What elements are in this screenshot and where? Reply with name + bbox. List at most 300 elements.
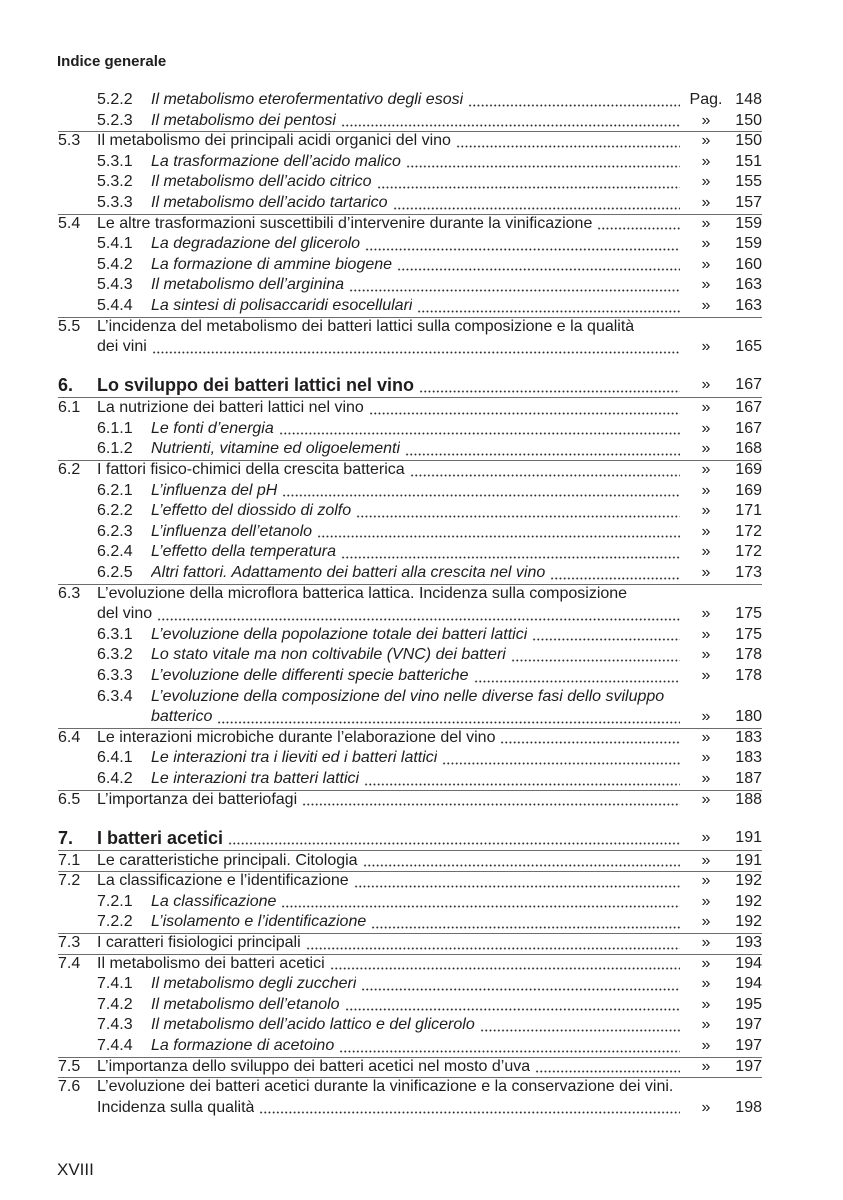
- dot-leader: [363, 851, 680, 872]
- page-number: 197: [735, 1057, 762, 1075]
- toc-entry-7-2: [58, 871, 762, 892]
- dot-leader: [405, 439, 680, 460]
- entry-title: L’evoluzione della popolazione totale dei batteri lattici: [151, 625, 528, 643]
- entry-title: L’evoluzione della microflora batterica lattica. Incidenza sulla composizione: [97, 584, 628, 602]
- entry-line: [58, 398, 762, 419]
- entry-title: L’influenza dell’etanolo: [151, 522, 313, 540]
- entry-title: Il metabolismo dei batteri acetici: [97, 954, 325, 972]
- page-marker: »: [701, 399, 711, 417]
- entry-number: 6.3.4: [97, 687, 133, 705]
- entry-title: L’evoluzione dei batteri acetici durante la vinificazione e la conservazione dei vini.: [97, 1078, 674, 1096]
- entry-line: [58, 728, 762, 749]
- toc-entry-5-4-2: [58, 255, 762, 276]
- entry-title: Il metabolismo dell’arginina: [151, 276, 344, 294]
- entry-number: 7.1: [58, 851, 81, 869]
- entry-number: 6.: [58, 375, 74, 396]
- page-marker: »: [701, 728, 711, 746]
- dot-leader: [228, 825, 680, 851]
- entry-line: [58, 131, 762, 152]
- page-number: 198: [735, 1098, 762, 1116]
- entry-title: Lo stato vitale ma non coltivabile (VNC) dei batteri: [151, 646, 506, 664]
- page-number: 150: [735, 111, 762, 129]
- entry-number: 5.4.3: [97, 276, 133, 294]
- entry-line: [58, 234, 762, 255]
- entry-number: 6.4: [58, 728, 81, 746]
- dot-leader: [341, 111, 680, 132]
- toc-entry-6-2-4: [58, 542, 762, 563]
- dot-leader: [511, 645, 680, 666]
- dot-leader: [456, 131, 680, 152]
- entry-line: [58, 1098, 762, 1119]
- entry-number: 7.4.1: [97, 975, 133, 993]
- entry-number: 5.4.1: [97, 235, 133, 253]
- page-number: 167: [735, 376, 762, 394]
- toc-entry-6-4: [58, 728, 762, 749]
- entry-title: dei vini: [97, 338, 147, 356]
- toc-entry-6-4-2: [58, 769, 762, 790]
- running-head: Indice generale: [57, 53, 167, 70]
- toc-entry-6-3-1: [58, 625, 762, 646]
- dot-leader: [597, 214, 680, 235]
- dot-leader: [500, 728, 680, 749]
- dot-leader: [364, 769, 680, 790]
- entry-title: La sintesi di polisaccaridi esocellulari: [151, 296, 413, 314]
- page-marker: »: [701, 563, 711, 581]
- entry-line: [58, 825, 762, 851]
- page-number: 163: [735, 296, 762, 314]
- toc-entry-5-2-3: [58, 111, 762, 132]
- toc-entry-6-2-2: [58, 501, 762, 522]
- page-number: 183: [735, 749, 762, 767]
- toc-entry-7-4-4: [58, 1036, 762, 1057]
- entry-line: [58, 851, 762, 872]
- entry-title: La formazione di ammine biogene: [151, 255, 393, 273]
- dot-leader: [406, 152, 680, 173]
- toc-entry-6-1: [58, 398, 762, 419]
- entry-line: [58, 90, 762, 111]
- entry-number: 5.3.1: [97, 152, 133, 170]
- entry-number: 5.3.2: [97, 173, 133, 191]
- page-number: 168: [735, 440, 762, 458]
- page-marker: »: [701, 1057, 711, 1075]
- entry-title: L’evoluzione della composizione del vino nelle diverse fasi dello sviluppo: [151, 687, 665, 705]
- entry-line: [58, 748, 762, 769]
- dot-leader: [397, 255, 680, 276]
- entry-number: 6.2.4: [97, 543, 133, 561]
- entry-number: 7.4.2: [97, 995, 133, 1013]
- entry-line: [58, 542, 762, 563]
- toc-entry-7-2-1: [58, 892, 762, 913]
- entry-title: Il metabolismo dell’etanolo: [151, 995, 340, 1013]
- toc-entry-7-4-2: [58, 995, 762, 1016]
- page-marker: »: [701, 995, 711, 1013]
- dot-leader: [354, 871, 680, 892]
- page-marker: »: [701, 892, 711, 910]
- dot-leader: [157, 604, 680, 625]
- page-number: 171: [735, 502, 762, 520]
- page-number: 183: [735, 728, 762, 746]
- page-number: 167: [735, 399, 762, 417]
- dot-leader: [356, 501, 680, 522]
- toc-entry-6-1-1: [58, 419, 762, 440]
- entry-title: Il metabolismo dei pentosi: [151, 111, 336, 129]
- page-number: 195: [735, 995, 762, 1013]
- entry-number: 5.3.3: [97, 193, 133, 211]
- page-marker: »: [701, 481, 711, 499]
- entry-line: [58, 172, 762, 193]
- entry-number: 6.2.5: [97, 563, 133, 581]
- entry-title: Le interazioni tra batteri lattici: [151, 769, 360, 787]
- page-marker: »: [701, 214, 711, 232]
- page-number: 191: [735, 828, 762, 846]
- page-number: 180: [735, 708, 762, 726]
- entry-number: 6.3.2: [97, 646, 133, 664]
- page-number: 160: [735, 255, 762, 273]
- entry-line: [58, 892, 762, 913]
- entry-line: [58, 995, 762, 1016]
- page-number: 188: [735, 790, 762, 808]
- page-marker: »: [701, 1036, 711, 1054]
- toc-entry-6-2-5: [58, 563, 762, 584]
- entry-line: [58, 152, 762, 173]
- page-marker: »: [701, 1098, 711, 1116]
- entry-number: 6.2.1: [97, 481, 133, 499]
- page-number: 191: [735, 851, 762, 869]
- page-marker: »: [701, 625, 711, 643]
- entry-line: [58, 419, 762, 440]
- page-marker: »: [701, 975, 711, 993]
- entry-line: [58, 111, 762, 132]
- dot-leader: [468, 90, 680, 111]
- entry-number: 6.4.1: [97, 749, 133, 767]
- page-number: 148: [735, 91, 762, 108]
- entry-line: [58, 337, 762, 358]
- entry-line: [58, 871, 762, 892]
- page-number: 197: [735, 1016, 762, 1034]
- entry-line: [58, 214, 762, 235]
- page-number: 175: [735, 605, 762, 623]
- entry-line: [58, 317, 762, 338]
- entry-number: 5.4: [58, 214, 81, 232]
- entry-line: [58, 193, 762, 214]
- entry-number: 7.2.1: [97, 892, 133, 910]
- dot-leader: [369, 398, 680, 419]
- dot-leader: [345, 995, 680, 1016]
- entry-title: Il metabolismo dell’acido lattico e del glicerolo: [151, 1016, 475, 1034]
- entry-number: 6.2.2: [97, 502, 133, 520]
- entry-title: L’effetto della temperatura: [151, 543, 337, 561]
- toc-entry-6-3-2: [58, 645, 762, 666]
- entry-number: 7.5: [58, 1057, 81, 1075]
- entry-line: [58, 563, 762, 584]
- entry-line: [58, 769, 762, 790]
- page-number: 187: [735, 769, 762, 787]
- toc-chapter-6: [58, 372, 762, 398]
- entry-title: La formazione di acetoino: [151, 1036, 335, 1054]
- toc-entry-6-4-1: [58, 748, 762, 769]
- toc-entry-6-3-3: [58, 666, 762, 687]
- entry-title: L’importanza dello sviluppo dei batteri acetici nel mosto d’uva: [97, 1057, 531, 1075]
- entry-number: 5.5: [58, 317, 81, 335]
- page-marker: »: [701, 173, 711, 191]
- entry-title: Lo sviluppo dei batteri lattici nel vino: [97, 375, 415, 396]
- page-marker: »: [701, 851, 711, 869]
- entry-line: [58, 1015, 762, 1036]
- page-number: 169: [735, 461, 762, 478]
- toc-entry-6-2-1: [58, 481, 762, 502]
- entry-number: 5.2.2: [97, 91, 133, 108]
- page-number: 192: [735, 913, 762, 931]
- entry-line: [58, 1077, 762, 1098]
- toc-entry-5-4-4: [58, 296, 762, 317]
- page-number: 169: [735, 481, 762, 499]
- page-number: 155: [735, 173, 762, 191]
- entry-line: [58, 584, 762, 605]
- entry-number: 6.4.2: [97, 769, 133, 787]
- entry-line: [58, 372, 762, 398]
- page-number: 193: [735, 933, 762, 951]
- dot-leader: [417, 296, 680, 317]
- dot-leader: [341, 542, 680, 563]
- entry-line: [58, 604, 762, 625]
- entry-number: 6.3.3: [97, 666, 133, 684]
- entry-title: Le caratteristiche principali. Citologia: [97, 851, 358, 869]
- dot-leader: [550, 563, 680, 584]
- page-marker: »: [701, 913, 711, 931]
- entry-title: L’importanza dei batteriofagi: [97, 790, 298, 808]
- page-marker: »: [701, 666, 711, 684]
- dot-leader: [474, 666, 680, 687]
- toc-entry-5-4-3: [58, 275, 762, 296]
- page-marker: »: [701, 605, 711, 623]
- entry-title: La nutrizione dei batteri lattici nel vino: [97, 399, 364, 417]
- dot-leader: [317, 522, 680, 543]
- entry-line: [58, 1057, 762, 1078]
- page-number-folio: XVIII: [57, 1160, 94, 1179]
- entry-line: [58, 912, 762, 933]
- toc-entry-7-1: [58, 851, 762, 872]
- page-marker: »: [701, 235, 711, 253]
- entry-line: [58, 439, 762, 460]
- entry-line: [58, 707, 762, 728]
- entry-title: Le interazioni microbiche durante l’elaborazione del vino: [97, 728, 496, 746]
- dot-leader: [410, 460, 680, 481]
- dot-leader: [535, 1057, 680, 1078]
- entry-title: Altri fattori. Adattamento dei batteri alla crescita nel vino: [151, 563, 546, 581]
- page-marker: »: [701, 440, 711, 458]
- page-number: 157: [735, 193, 762, 211]
- entry-line: [58, 933, 762, 954]
- page-marker: »: [701, 828, 711, 846]
- entry-title: Il metabolismo eterofermentativo degli esosi: [151, 91, 464, 108]
- entry-title: batterico: [151, 708, 213, 726]
- page-number: 178: [735, 646, 762, 664]
- entry-line: [58, 522, 762, 543]
- entry-number: 6.1.2: [97, 440, 133, 458]
- toc-entry-6-1-2: [58, 439, 762, 460]
- toc-chapter-7: [58, 825, 762, 851]
- dot-leader: [152, 337, 680, 358]
- toc-entry-5-3-2: [58, 172, 762, 193]
- dot-leader: [377, 172, 680, 193]
- entry-line: [58, 645, 762, 666]
- entry-number: 5.4.2: [97, 255, 133, 273]
- toc-entry-6-2: [58, 460, 762, 481]
- entry-title: I fattori fisico-chimici della crescita batterica: [97, 461, 405, 478]
- entry-title: I batteri acetici: [97, 827, 224, 848]
- page-marker: »: [701, 111, 711, 129]
- page-number: 159: [735, 235, 762, 253]
- toc-entry-6-3-4: [58, 687, 762, 728]
- page-number: 151: [735, 152, 762, 170]
- dot-leader: [306, 933, 680, 954]
- page-number: 178: [735, 666, 762, 684]
- entry-title: L’incidenza del metabolismo dei batteri lattici sulla composizione e la qualità: [97, 317, 635, 335]
- entry-number: 7.4.3: [97, 1016, 133, 1034]
- entry-title: L’effetto del diossido di zolfo: [151, 502, 352, 520]
- page-marker: »: [701, 749, 711, 767]
- toc-entry-6-3: [58, 584, 762, 625]
- entry-title: La classificazione e l’identificazione: [97, 872, 349, 890]
- toc-entry-5-3: [58, 131, 762, 152]
- entry-number: 5.2.3: [97, 111, 133, 129]
- toc-entry-5-4-1: [58, 234, 762, 255]
- page-number: 165: [735, 338, 762, 356]
- entry-line: [58, 255, 762, 276]
- page-marker: »: [701, 708, 711, 726]
- entry-title: Incidenza sulla qualità: [97, 1098, 255, 1116]
- toc-entry-5-4: [58, 214, 762, 235]
- toc-entry-7-3: [58, 933, 762, 954]
- entry-number: 7.4.4: [97, 1036, 133, 1054]
- entry-title: del vino: [97, 605, 153, 623]
- page-marker: »: [701, 193, 711, 211]
- dot-leader: [330, 954, 680, 975]
- toc-entry-5-2-2: [58, 90, 762, 111]
- page-number: 173: [735, 563, 762, 581]
- page-number: 163: [735, 276, 762, 294]
- page-marker: »: [701, 152, 711, 170]
- entry-title: La trasformazione dell’acido malico: [151, 152, 401, 170]
- entry-number: 5.3: [58, 132, 81, 150]
- page-marker: »: [701, 543, 711, 561]
- dot-leader: [217, 707, 680, 728]
- entry-number: 7.2.2: [97, 913, 133, 931]
- page-number: 197: [735, 1036, 762, 1054]
- page-marker: »: [701, 790, 711, 808]
- entry-title: Le fonti d’energia: [151, 419, 274, 437]
- entry-title: L’isolamento e l’identificazione: [151, 913, 367, 931]
- dot-leader: [281, 892, 680, 913]
- dot-leader: [259, 1098, 680, 1119]
- entry-title: La degradazione del glicerolo: [151, 235, 361, 253]
- dot-leader: [480, 1015, 680, 1036]
- page-marker: »: [701, 954, 711, 972]
- dot-leader: [365, 234, 680, 255]
- entry-title: Il metabolismo dell’acido tartarico: [151, 193, 388, 211]
- page-marker: »: [701, 502, 711, 520]
- page-number: 194: [735, 975, 762, 993]
- entry-line: [58, 954, 762, 975]
- entry-number: 6.3.1: [97, 625, 133, 643]
- entry-number: 6.2: [58, 461, 81, 478]
- page-marker: »: [701, 872, 711, 890]
- toc-entry-7-4-1: [58, 974, 762, 995]
- page-number: 175: [735, 625, 762, 643]
- dot-leader: [279, 419, 680, 440]
- entry-title: L’influenza del pH: [151, 481, 278, 499]
- page-number: 159: [735, 214, 762, 232]
- page-marker: »: [701, 461, 711, 478]
- entry-line: [58, 275, 762, 296]
- entry-line: [58, 625, 762, 646]
- page-number: 167: [735, 419, 762, 437]
- entry-line: [58, 1036, 762, 1057]
- entry-line: [58, 687, 762, 708]
- entry-title: Il metabolismo dei principali acidi organici del vino: [97, 132, 451, 150]
- page-marker: »: [701, 276, 711, 294]
- entry-number: 6.1.1: [97, 419, 133, 437]
- dot-leader: [282, 481, 680, 502]
- entry-number: 6.1: [58, 399, 81, 417]
- entry-number: 6.5: [58, 790, 81, 808]
- entry-number: 6.3: [58, 584, 81, 602]
- entry-number: 5.4.4: [97, 296, 133, 314]
- page-marker: »: [701, 255, 711, 273]
- entry-title: Il metabolismo degli zuccheri: [151, 975, 357, 993]
- dot-leader: [339, 1036, 680, 1057]
- entry-line: [58, 460, 762, 481]
- entry-number: 7.2: [58, 872, 81, 890]
- toc-entry-5-3-1: [58, 152, 762, 173]
- page-marker: »: [701, 769, 711, 787]
- toc-entry-6-5: [58, 790, 762, 811]
- entry-title: Le altre trasformazioni suscettibili d’intervenire durante la vinificazione: [97, 214, 593, 232]
- entry-title: Le interazioni tra i lieviti ed i batteri lattici: [151, 749, 438, 767]
- entry-title: Nutrienti, vitamine ed oligoelementi: [151, 440, 401, 458]
- entry-line: [58, 790, 762, 811]
- page-marker: »: [701, 338, 711, 356]
- page-marker: »: [701, 419, 711, 437]
- entry-title: I caratteri fisiologici principali: [97, 933, 301, 951]
- toc-entry-6-2-3: [58, 522, 762, 543]
- toc-entry-7-4-3: [58, 1015, 762, 1036]
- page-marker: »: [701, 646, 711, 664]
- entry-number: 7.6: [58, 1078, 81, 1096]
- page-marker: »: [701, 522, 711, 540]
- page-marker: »: [701, 132, 711, 150]
- page-marker: »: [701, 1016, 711, 1034]
- page-marker: »: [701, 933, 711, 951]
- entry-number: 6.2.3: [97, 522, 133, 540]
- dot-leader: [442, 748, 680, 769]
- entry-line: [58, 974, 762, 995]
- page-number: 194: [735, 954, 762, 972]
- toc-entry-7-4: [58, 954, 762, 975]
- page-marker: »: [701, 296, 711, 314]
- toc-entry-7-2-2: [58, 912, 762, 933]
- page-marker: »: [701, 376, 711, 394]
- page-marker: Pag.: [689, 91, 723, 108]
- toc-entry-5-3-3: [58, 193, 762, 214]
- page-number: 172: [735, 543, 762, 561]
- dot-leader: [361, 974, 680, 995]
- dot-leader: [349, 275, 680, 296]
- toc-entry-7-6: [58, 1077, 762, 1118]
- entry-title: L’evoluzione delle differenti specie batteriche: [151, 666, 469, 684]
- entry-line: [58, 481, 762, 502]
- entry-line: [58, 296, 762, 317]
